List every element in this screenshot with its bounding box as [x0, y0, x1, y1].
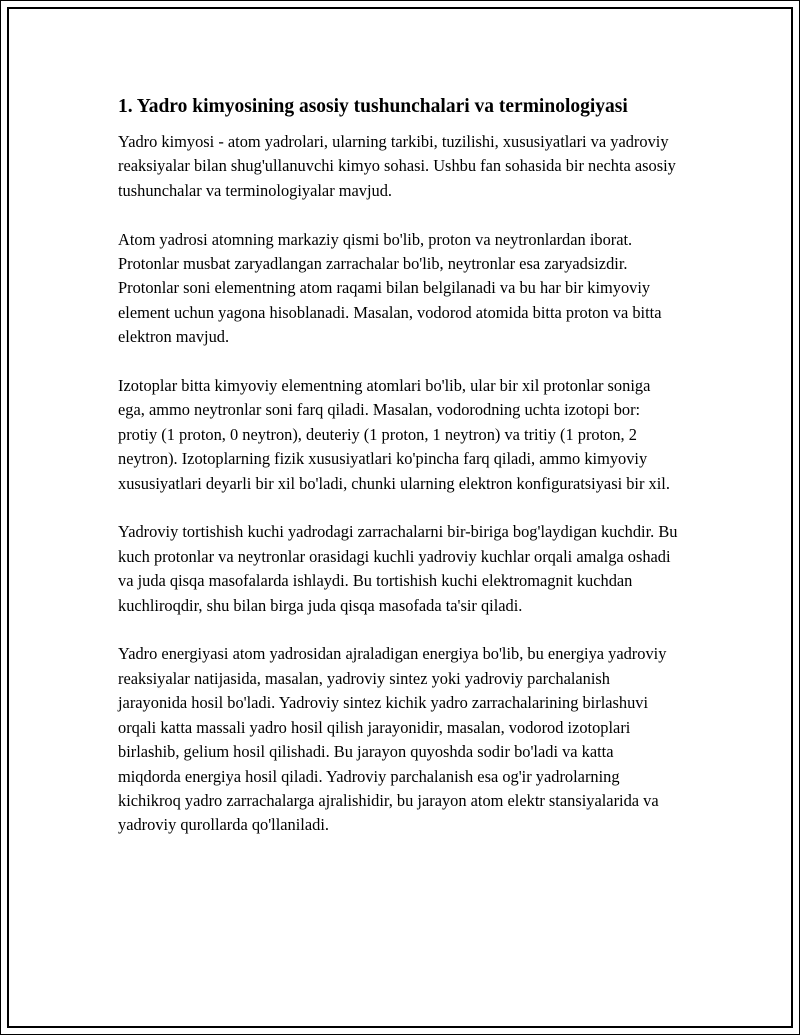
section-heading: 1. Yadro kimyosining asosiy tushunchalari va terminologiyasi	[118, 96, 628, 117]
document-body	[118, 94, 678, 862]
paragraph-intro: Yadro kimyosi - atom yadrolari, ularning tarkibi, tuzilishi, xususiyatlari va yadroviy reaksiyalar bilan shug'ullanuvchi kimyo sohasi. Ushbu fan sohasida bir nechta asosiy tushunchalar va terminologiyalar mavjud.	[118, 132, 676, 200]
paragraph-nuclear-force: Yadroviy tortishish kuchi yadrodagi zarrachalarni bir-biriga bog'laydigan kuchdir. Bu kuch protonlar va neytronlar orasidagi kuchli yadroviy kuchlar orqali amalga oshadi va juda qisqa masofalarda ishlaydi. Bu tortishish kuchi elektromagnit kuchdan kuchliroqdir, shu bilan birga juda qisqa masofada ta'sir qiladi.	[118, 522, 678, 615]
paragraph-nuclear-energy: Yadro energiyasi atom yadrosidan ajraladigan energiya bo'lib, bu energiya yadroviy reaksiyalar natijasida, masalan, yadroviy sintez yoki yadroviy parchalanish jarayonida hosil bo'ladi. Yadroviy sintez kichik yadro zarrachalarining birlashuvi orqali katta massali yadro hosil qilish jarayonidir, masalan, vodorod izotoplari birlashib, gelium hosil qilishadi. Bu jarayon quyoshda sodir bo'ladi va katta miqdorda energiya hosil qiladi. Yadroviy parchalanish esa og'ir yadrolarning kichikroq yadro zarrachalarga ajralishidir, bu jarayon atom elektr stansiyalarida va yadroviy qurollarda qo'llaniladi.	[118, 644, 667, 835]
paragraph-atom-nucleus: Atom yadrosi atomning markaziy qismi bo'lib, proton va neytronlardan iborat. Protonlar musbat zaryadlangan zarrachalar bo'lib, neytronlar esa zaryadsizdir. Protonlar soni elementning atom raqami bilan belgilanadi va bu har bir kimyoviy element uchun yagona hisoblanadi. Masalan, vodorod atomida bitta proton va bitta elektron mavjud.	[118, 229, 662, 347]
paragraph-isotopes: Izotoplar bitta kimyoviy elementning atomlari bo'lib, ular bir xil protonlar soniga ega, ammo neytronlar soni farq qiladi. Masalan, vodorodning uchta izotopi bor: protiy (1 proton, 0 neytron), deuteriy (1 proton, 1 neytron) va tritiy (1 proton, 2 neytron). Izotoplarning fizik xususiyatlari ko'pincha farq qiladi, ammo kimyoviy xususiyatlari deyarli bir xil bo'ladi, chunki ularning elektron konfiguratsiyasi bir xil.	[118, 376, 670, 493]
